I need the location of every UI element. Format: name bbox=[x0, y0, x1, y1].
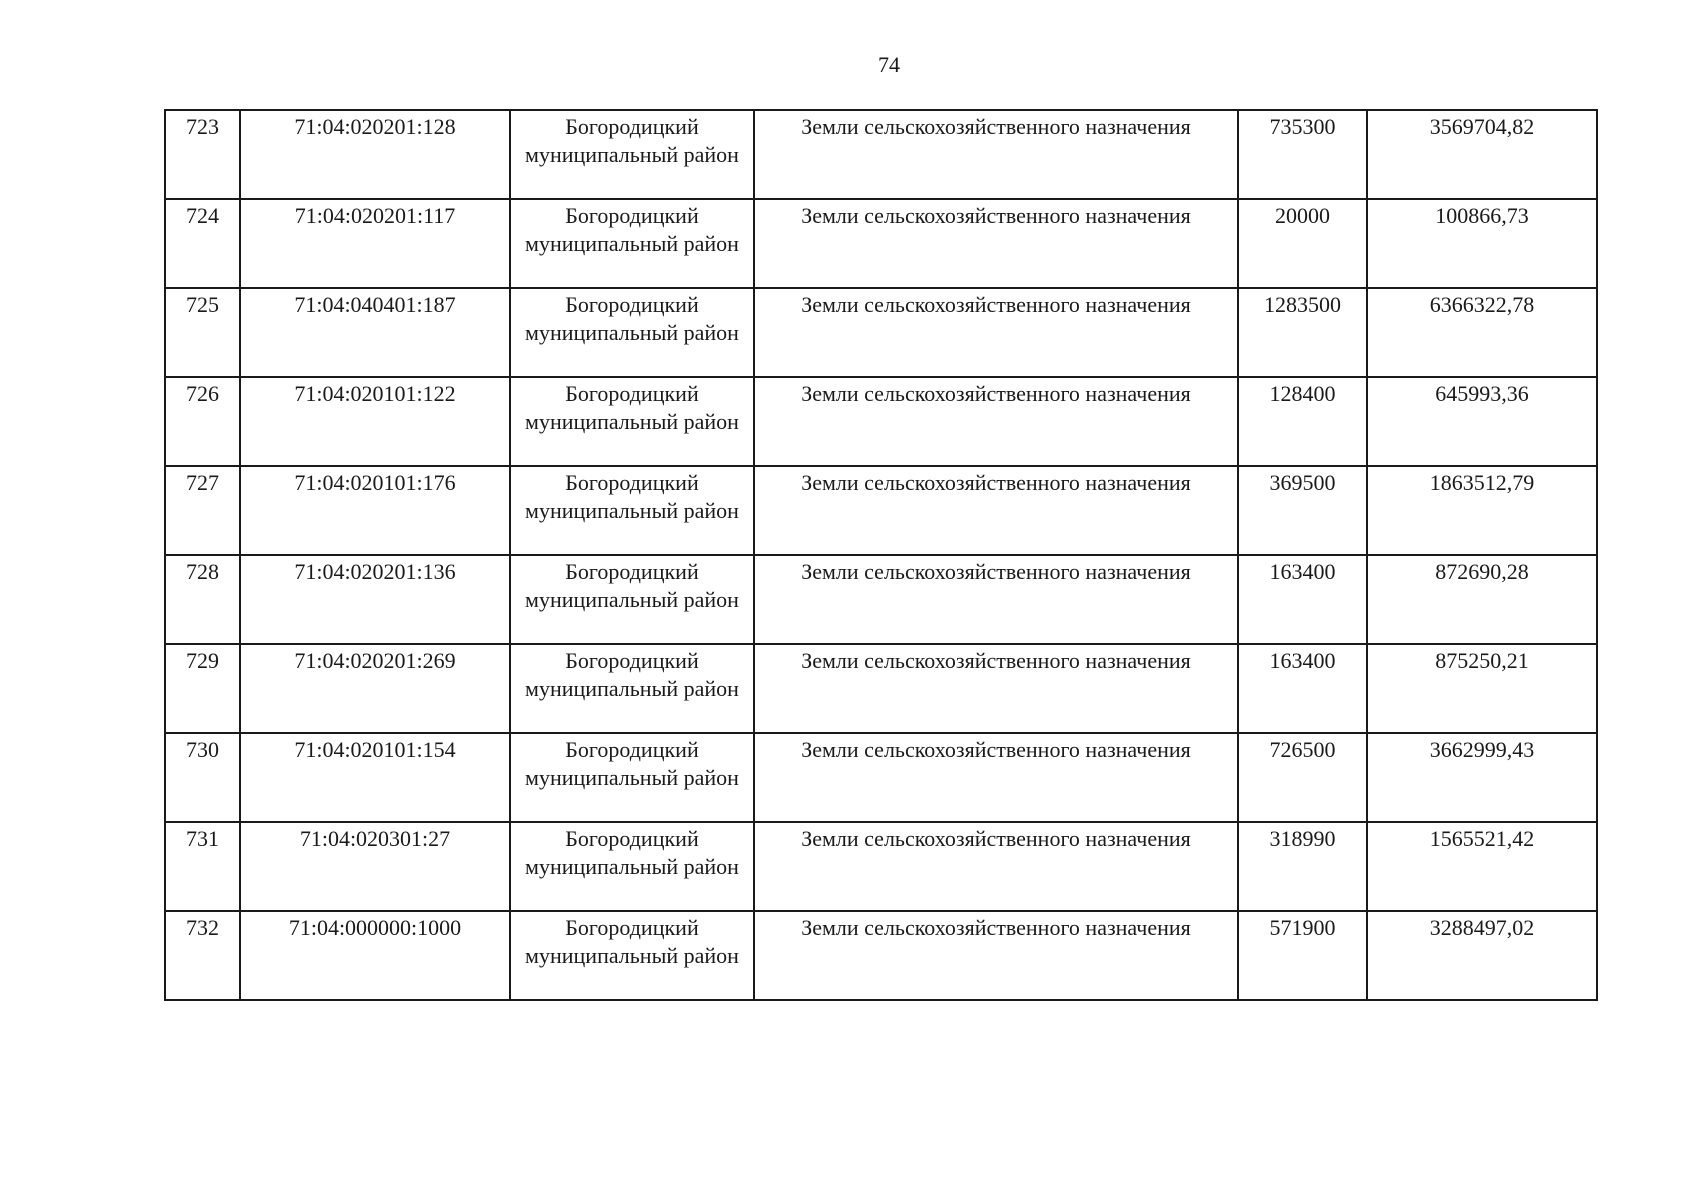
row-number-cell: 725 bbox=[165, 288, 240, 377]
row-number-cell: 727 bbox=[165, 466, 240, 555]
land-category-cell: Земли сельскохозяйственного назначения bbox=[754, 555, 1238, 644]
cadastral-number-cell: 71:04:020101:154 bbox=[240, 733, 510, 822]
row-number-cell: 723 bbox=[165, 110, 240, 199]
area-cell: 163400 bbox=[1238, 555, 1367, 644]
cadastral-value-cell: 875250,21 bbox=[1367, 644, 1597, 733]
row-number-cell: 729 bbox=[165, 644, 240, 733]
municipality-cell: Богородицкий муниципальный район bbox=[510, 466, 754, 555]
cadastral-number-cell: 71:04:020201:128 bbox=[240, 110, 510, 199]
area-cell: 735300 bbox=[1238, 110, 1367, 199]
municipality-cell: Богородицкий муниципальный район bbox=[510, 822, 754, 911]
land-category-cell: Земли сельскохозяйственного назначения bbox=[754, 644, 1238, 733]
cadastral-number-cell: 71:04:020301:27 bbox=[240, 822, 510, 911]
area-cell: 163400 bbox=[1238, 644, 1367, 733]
municipality-cell: Богородицкий муниципальный район bbox=[510, 377, 754, 466]
cadastral-value-cell: 1863512,79 bbox=[1367, 466, 1597, 555]
cadastral-value-cell: 3288497,02 bbox=[1367, 911, 1597, 1000]
row-number-cell: 728 bbox=[165, 555, 240, 644]
cadastral-value-cell: 1565521,42 bbox=[1367, 822, 1597, 911]
area-cell: 1283500 bbox=[1238, 288, 1367, 377]
area-cell: 20000 bbox=[1238, 199, 1367, 288]
municipality-cell: Богородицкий муниципальный район bbox=[510, 644, 754, 733]
municipality-cell: Богородицкий муниципальный район bbox=[510, 199, 754, 288]
cadastral-number-cell: 71:04:040401:187 bbox=[240, 288, 510, 377]
land-category-cell: Земли сельскохозяйственного назначения bbox=[754, 822, 1238, 911]
land-category-cell: Земли сельскохозяйственного назначения bbox=[754, 466, 1238, 555]
table-row bbox=[165, 911, 1597, 1000]
table-body bbox=[165, 110, 1597, 1000]
table-row bbox=[165, 199, 1597, 288]
row-number-cell: 724 bbox=[165, 199, 240, 288]
row-number-cell: 732 bbox=[165, 911, 240, 1000]
row-number-cell: 730 bbox=[165, 733, 240, 822]
municipality-cell: Богородицкий муниципальный район bbox=[510, 555, 754, 644]
table-row bbox=[165, 110, 1597, 199]
cadastral-value-cell: 100866,73 bbox=[1367, 199, 1597, 288]
municipality-cell: Богородицкий муниципальный район bbox=[510, 288, 754, 377]
land-category-cell: Земли сельскохозяйственного назначения bbox=[754, 733, 1238, 822]
municipality-cell: Богородицкий муниципальный район bbox=[510, 733, 754, 822]
land-category-cell: Земли сельскохозяйственного назначения bbox=[754, 377, 1238, 466]
land-category-cell: Земли сельскохозяйственного назначения bbox=[754, 911, 1238, 1000]
table-row bbox=[165, 733, 1597, 822]
land-category-cell: Земли сельскохозяйственного назначения bbox=[754, 288, 1238, 377]
cadastral-number-cell: 71:04:020201:269 bbox=[240, 644, 510, 733]
area-cell: 571900 bbox=[1238, 911, 1367, 1000]
cadastral-number-cell: 71:04:020201:136 bbox=[240, 555, 510, 644]
land-category-cell: Земли сельскохозяйственного назначения bbox=[754, 110, 1238, 199]
table-row bbox=[165, 555, 1597, 644]
municipality-cell: Богородицкий муниципальный район bbox=[510, 911, 754, 1000]
cadastral-value-cell: 6366322,78 bbox=[1367, 288, 1597, 377]
cadastral-value-cell: 3569704,82 bbox=[1367, 110, 1597, 199]
land-category-cell: Земли сельскохозяйственного назначения bbox=[754, 199, 1238, 288]
row-number-cell: 726 bbox=[165, 377, 240, 466]
cadastral-value-cell: 645993,36 bbox=[1367, 377, 1597, 466]
area-cell: 128400 bbox=[1238, 377, 1367, 466]
row-number-cell: 731 bbox=[165, 822, 240, 911]
area-cell: 369500 bbox=[1238, 466, 1367, 555]
table-row bbox=[165, 822, 1597, 911]
table-row bbox=[165, 466, 1597, 555]
cadastral-number-cell: 71:04:020101:176 bbox=[240, 466, 510, 555]
cadastral-number-cell: 71:04:000000:1000 bbox=[240, 911, 510, 1000]
area-cell: 726500 bbox=[1238, 733, 1367, 822]
cadastral-number-cell: 71:04:020201:117 bbox=[240, 199, 510, 288]
page-number: 74 bbox=[878, 52, 900, 77]
municipality-cell: Богородицкий муниципальный район bbox=[510, 110, 754, 199]
table-row bbox=[165, 288, 1597, 377]
table-row bbox=[165, 377, 1597, 466]
area-cell: 318990 bbox=[1238, 822, 1367, 911]
cadastral-number-cell: 71:04:020101:122 bbox=[240, 377, 510, 466]
table-row bbox=[165, 644, 1597, 733]
cadastral-value-cell: 872690,28 bbox=[1367, 555, 1597, 644]
cadastral-value-cell: 3662999,43 bbox=[1367, 733, 1597, 822]
land-parcels-table bbox=[164, 109, 1598, 1001]
